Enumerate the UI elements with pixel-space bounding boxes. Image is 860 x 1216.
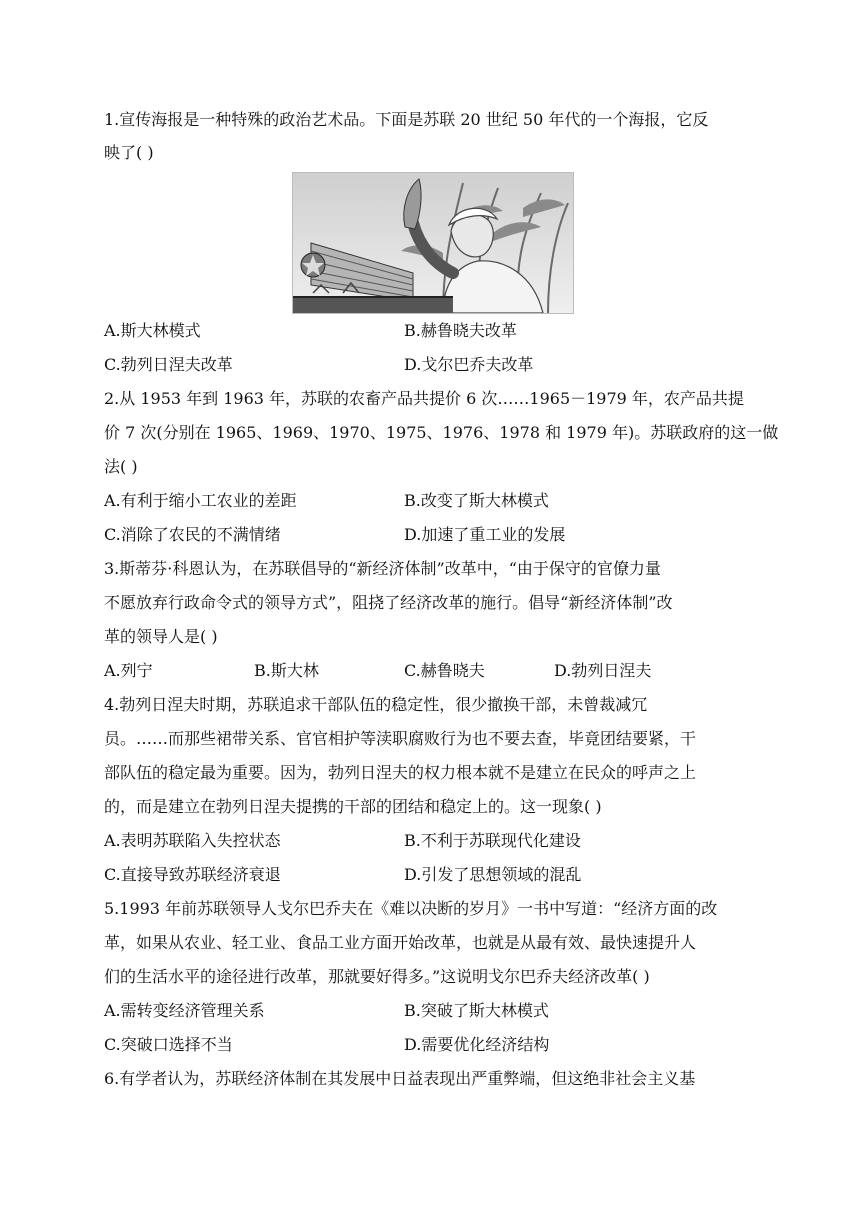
q2-option-b: B.改变了斯大林模式 (404, 491, 549, 510)
q1-option-d: D.戈尔巴乔夫改革 (404, 355, 534, 374)
q4-option-c: C.直接导致苏联经济衰退 (104, 865, 281, 884)
q1-line-1: 1.宣传海报是一种特殊的政治艺术品。下面是苏联 20 世纪 50 年代的一个海报，它反 (104, 110, 709, 129)
q4-line-1: 4.勃列日涅夫时期，苏联追求干部队伍的稳定性，很少撤换干部，未曾裁减冗 (104, 695, 648, 714)
q3-option-c: C.赫鲁晓夫 (404, 661, 485, 680)
q3-line-3: 革的领导人是( ) (104, 627, 218, 646)
q5-option-a: A.需转变经济管理关系 (104, 1001, 265, 1020)
q2-line-3: 法( ) (104, 457, 138, 476)
q1-option-b: B.赫鲁晓夫改革 (404, 321, 517, 340)
q4-option-b: B.不利于苏联现代化建设 (404, 831, 581, 850)
q6-line-1: 6.有学者认为，苏联经济体制在其发展中日益表现出严重弊端，但这绝非社会主义基 (104, 1069, 696, 1088)
q5-line-1: 5.1993 年前苏联领导人戈尔巴乔夫在《难以决断的岁月》一书中写道：“经济方面的改 (104, 899, 718, 918)
q2-option-c: C.消除了农民的不满情绪 (104, 525, 281, 544)
q3-line-1: 3.斯蒂芬·科恩认为，在苏联倡导的“新经济体制”改革中，“由于保守的官僚力量 (104, 559, 661, 578)
q3-option-d: D.勃列日涅夫 (554, 661, 652, 680)
q2-option-d: D.加速了重工业的发展 (404, 525, 566, 544)
q4-line-4: 的，而是建立在勃列日涅夫提携的干部的团结和稳定上的。这一现象( ) (104, 797, 602, 816)
q5-line-2: 革，如果从农业、轻工业、食品工业方面开始改革，也就是从最有效、最快速提升人 (104, 933, 697, 952)
q3-line-2: 不愿放弃行政命令式的领导方式”，阻挠了经济改革的施行。倡导“新经济体制”改 (104, 593, 673, 612)
q2-option-a: A.有利于缩小工农业的差距 (104, 491, 297, 510)
q4-line-3: 部队伍的稳定最为重要。因为，勃列日涅夫的权力根本就不是建立在民众的呼声之上 (104, 763, 697, 782)
q3-option-a: A.列宁 (104, 661, 153, 680)
q2-line-1: 2.从 1953 年到 1963 年，苏联的农畜产品共提价 6 次……1965－1979 年，农产品共提 (104, 389, 744, 408)
q4-option-a: A.表明苏联陷入失控状态 (104, 831, 281, 850)
q5-option-c: C.突破口选择不当 (104, 1035, 233, 1054)
q1-option-a: A.斯大林模式 (104, 321, 201, 340)
q5-option-d: D.需要优化经济结构 (404, 1035, 550, 1054)
q5-line-3: 们的生活水平的途径进行改革，那就要好得多。”这说明戈尔巴乔夫经济改革( ) (104, 967, 650, 986)
q4-option-d: D.引发了思想领域的混乱 (404, 865, 582, 884)
soviet-poster-image (292, 172, 574, 314)
q5-option-b: B.突破了斯大林模式 (404, 1001, 549, 1020)
q4-line-2: 员。……而那些裙带关系、官官相护等渎职腐败行为也不要去查，毕竟团结要紧，干 (104, 729, 697, 748)
q3-option-b: B.斯大林 (254, 661, 319, 680)
q1-option-c: C.勃列日涅夫改革 (104, 355, 233, 374)
q1-line-2: 映了( ) (104, 143, 154, 162)
q2-line-2: 价 7 次(分别在 1965、1969、1970、1975、1976、1978 和 1979 年)。苏联政府的这一做 (104, 423, 779, 442)
